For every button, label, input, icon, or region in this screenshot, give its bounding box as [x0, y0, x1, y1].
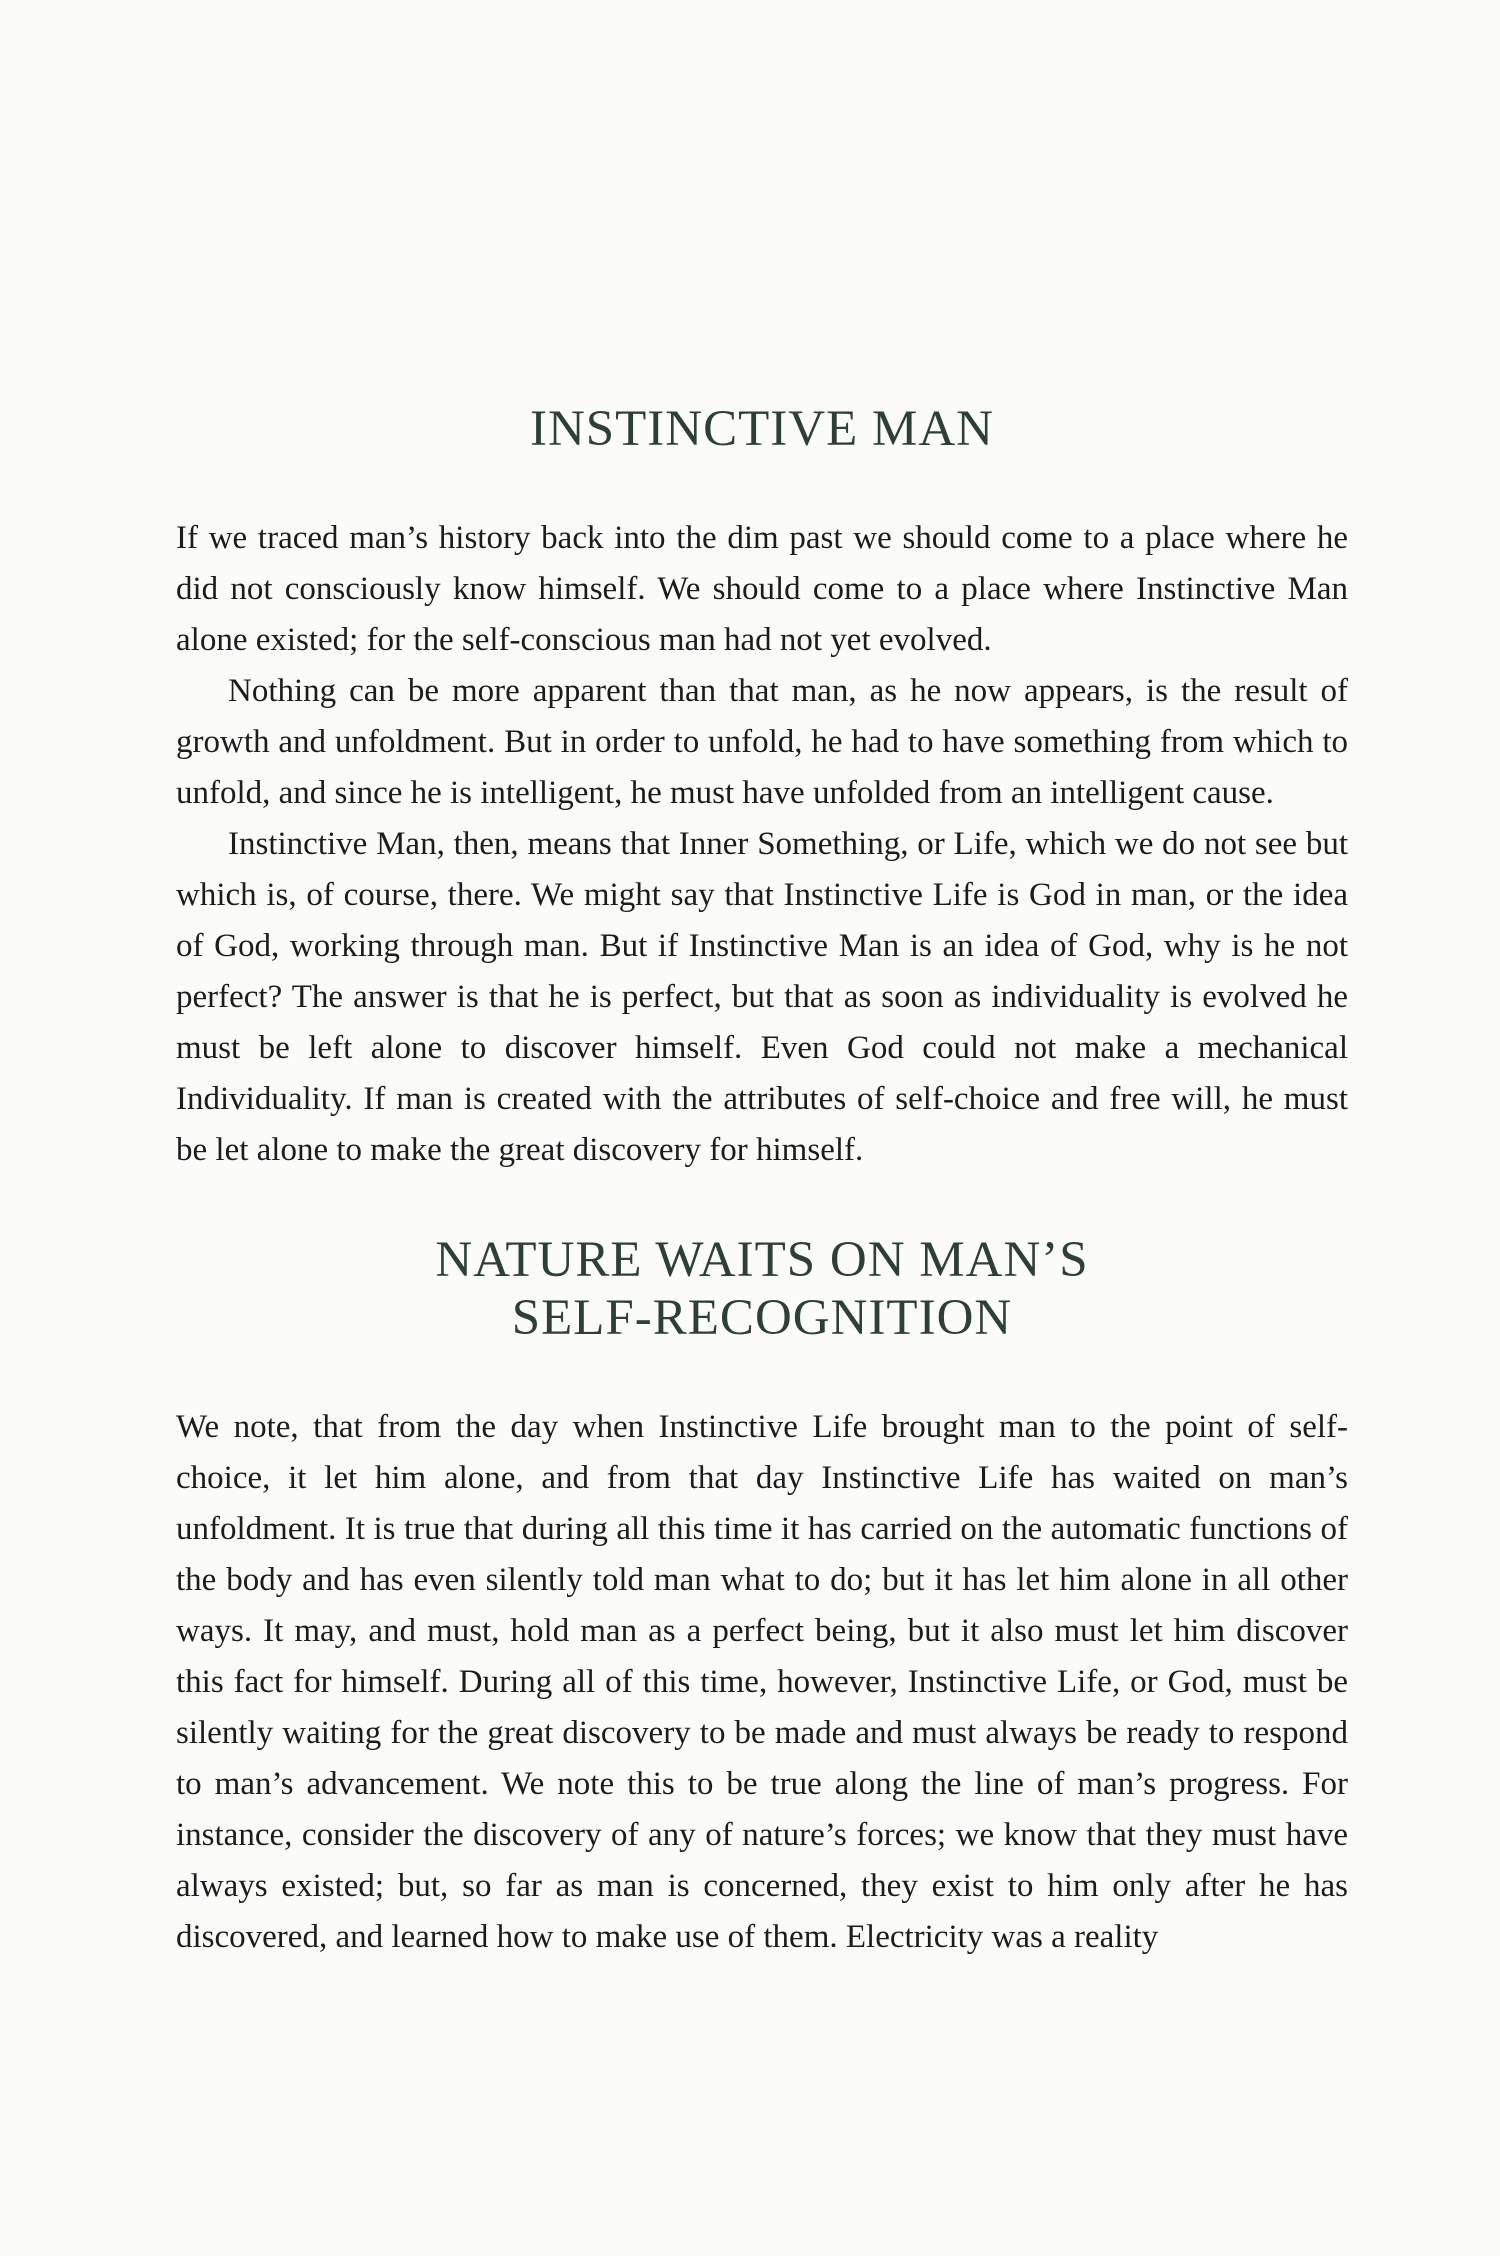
section-heading-instinctive-man: INSTINCTIVE MAN [529, 401, 995, 457]
section-heading-line-1: NATURE WAITS ON MAN’S [435, 1232, 1089, 1288]
section-heading-line-2: SELF-RECOGNITION [511, 1290, 1013, 1346]
section-heading-nature-waits [176, 1231, 1348, 1347]
paragraph-3: Instinctive Man, then, means that Inner Something, or Life, which we do not see but which is, of course, there. We might say that Instinctive Life is God in man, or the idea of God, working through man. But if Instinctive Man is an idea of God, why is he not perfect? The answer is that he is perfect, but that as soon as individuality is evolved he must be left alone to discover himself. Even God could not make a mechanical Individuality. If man is created with the attributes of self-choice and free will, he must be let alone to make the great discovery for himself. [176, 826, 1348, 1168]
paragraph-4: We note, that from the day when Instinctive Life brought man to the point of self-choice, it let him alone, and from that day Instinctive Life has waited on man’s unfoldment. It is true that during all this time it has carried on the automatic functions of the body and has even silently told man what to do; but it has let him alone in all other ways. It may, and must, hold man as a perfect being, but it also must let him discover this fact for himself. During all of this time, however, Instinctive Life, or God, must be silently waiting for the great discovery to be made and must always be ready to respond to man’s advancement. We note this to be true along the line of man’s progress. For instance, consider the discovery of any of nature’s forces; we know that they must have always existed; but, so far as man is concerned, they exist to him only after he has discovered, and learned how to make use of them. Electricity was a reality [176, 1409, 1348, 1955]
paragraph-2: Nothing can be more apparent than that man, as he now appears, is the result of growth and unfoldment. But in order to unfold, he had to have something from which to unfold, and since he is intelligent, he must have unfolded from an intelligent cause. [176, 673, 1348, 811]
paragraph-1: If we traced man’s history back into the dim past we should come to a place where he did not consciously know himself. We should come to a place where Instinctive Man alone existed; for the self-conscious man had not yet evolved. [176, 520, 1348, 658]
page-content [176, 400, 1348, 1963]
